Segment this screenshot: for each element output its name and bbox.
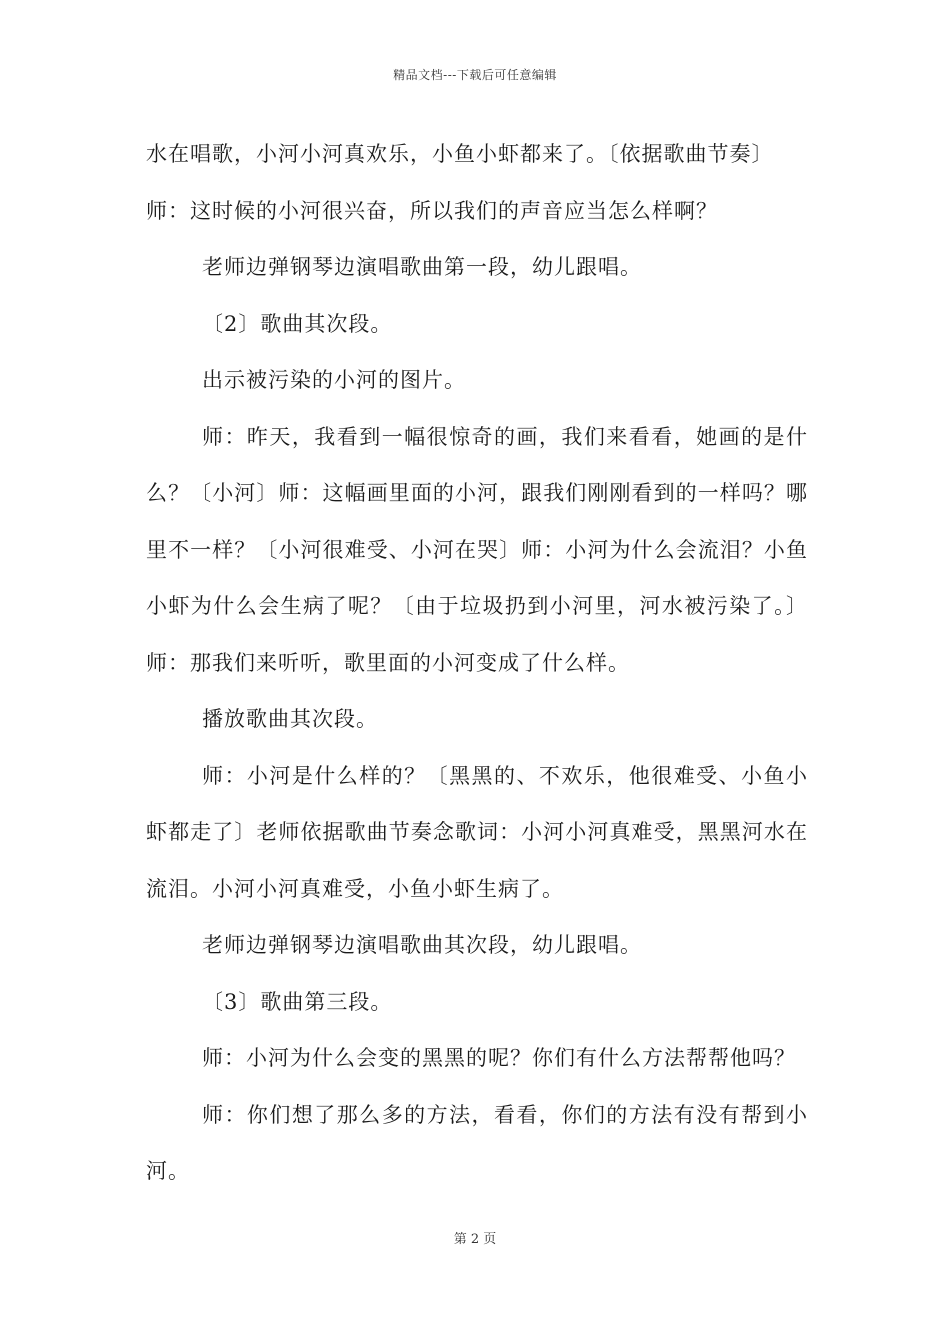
paragraph-9: 老师边弹钢琴边演唱歌曲其次段，幼儿跟唱。 (202, 933, 642, 957)
paragraph-8: 师：小河是什么样的？〔黑黑的、不欢乐，他很难受、小鱼小虾都走了〕老师依据歌曲节奏念歌词：小河小河真难受，黑黑河水在流泪。小河小河真难受，小鱼小虾生病了。 (146, 763, 808, 901)
paragraph-5: 出示被污染的小河的图片。 (202, 368, 466, 392)
paragraph-12: 师：你们想了那么多的方法，看看，你们的方法有没有帮到小河。 (146, 1102, 808, 1183)
paragraph-1: 水在唱歌，小河小河真欢乐，小鱼小虾都来了。〔依据歌曲节奏〕 (146, 142, 774, 166)
page-number: 第 2 页 (453, 1232, 497, 1247)
paragraph-3: 老师边弹钢琴边演唱歌曲第一段，幼儿跟唱。 (202, 255, 642, 279)
paragraph-7: 播放歌曲其次段。 (202, 707, 378, 731)
paragraph-2: 师：这时候的小河很兴奋，所以我们的声音应当怎么样啊？ (146, 198, 718, 223)
paragraph-4: 〔2〕歌曲其次段。 (202, 311, 393, 336)
document-body (146, 126, 808, 1200)
paragraph-6: 师：昨天，我看到一幅很惊奇的画，我们来看看，她画的是什么？〔小河〕师：这幅画里面的小河，跟我们刚刚看到的一样吗？哪里不一样？〔小河很难受、小河在哭〕师：小河为什么会流泪？小鱼小虾为什么会生病了呢？〔由于垃圾扔到小河里，河水被污染了。〕师：那我们来听听，歌里面的小河变成了什么样。 (146, 424, 808, 675)
paragraph-10: 〔3〕歌曲第三段。 (202, 989, 393, 1014)
page-header: 精品文档---下载后可任意编辑 (393, 68, 557, 82)
paragraph-11: 师：小河为什么会变的黑黑的呢？你们有什么方法帮帮他吗？ (202, 1046, 796, 1070)
